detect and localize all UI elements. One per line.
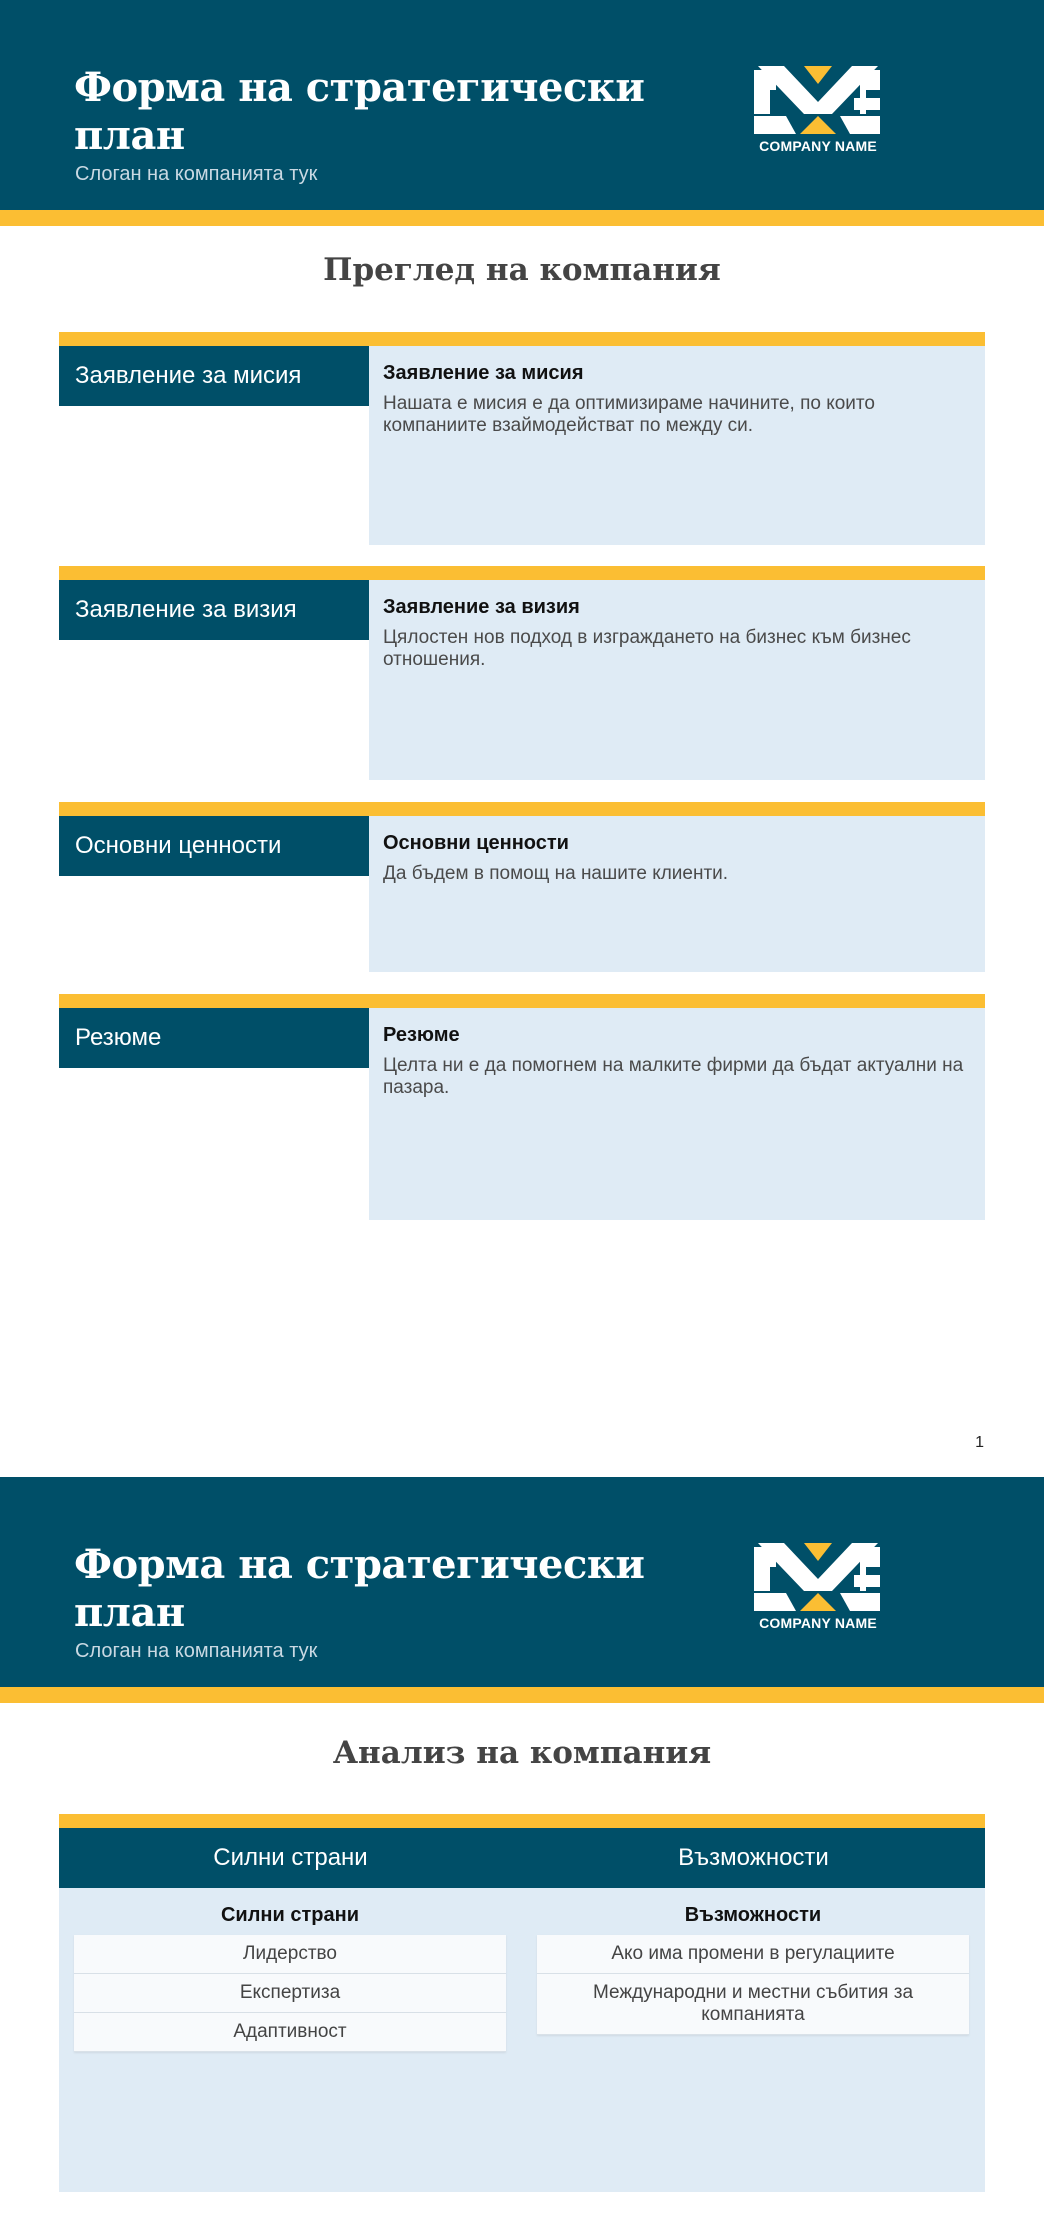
- swot-body: [59, 1888, 985, 2192]
- summary-card: [59, 994, 985, 1220]
- values-card: [59, 802, 985, 972]
- card-accent-bar: [59, 994, 985, 1008]
- document-title: Форма на стратегически план: [74, 64, 645, 159]
- card-accent-bar: [59, 566, 985, 580]
- list-item: Международни и местни събития за компанията: [537, 1974, 969, 2035]
- list-item: Експертиза: [74, 1974, 506, 2013]
- company-logo-icon: [750, 1537, 886, 1637]
- summary-content: [369, 1008, 985, 1220]
- section-title: Преглед на компания: [323, 252, 721, 288]
- values-content: [369, 816, 985, 972]
- header-accent-bar: [0, 210, 1044, 226]
- list-item: Ако има промени в регулациите: [537, 1935, 969, 1974]
- company-logo-icon: [750, 60, 886, 160]
- document-title: Форма на стратегически план: [74, 1541, 645, 1636]
- mission-card: [59, 332, 985, 545]
- section-title: Анализ на компания: [332, 1735, 712, 1771]
- header-accent-bar: [0, 1687, 1044, 1703]
- card-accent-bar: [59, 1814, 985, 1828]
- opportunities-header: Възможности: [678, 1844, 829, 1871]
- strengths-title: Силни страни: [220, 1904, 359, 1926]
- page-header: [0, 0, 1044, 210]
- vision-title: Заявление за визия: [383, 596, 580, 618]
- opportunities-column: [537, 1904, 969, 2035]
- summary-title: Резюме: [383, 1024, 460, 1046]
- strengths-column: [74, 1904, 506, 2052]
- logo-text: COMPANY NAME: [759, 1615, 877, 1631]
- list-item: Лидерство: [74, 1935, 506, 1974]
- vision-text: Цялостен нов подход в изграждането на бизнес към бизнес отношения.: [383, 627, 911, 670]
- values-label: Основни ценности: [59, 816, 369, 876]
- logo-text: COMPANY NAME: [759, 138, 877, 154]
- mission-text: Нашата е мисия е да оптимизираме начините, по които компаниите взаймодействат по между си.: [383, 393, 875, 436]
- card-accent-bar: [59, 802, 985, 816]
- vision-content: [369, 580, 985, 780]
- summary-label: Резюме: [59, 1008, 369, 1068]
- opportunities-title: Възможности: [684, 1904, 822, 1926]
- swot-header: [59, 1828, 985, 1888]
- vision-card: [59, 566, 985, 780]
- mission-content: [369, 346, 985, 545]
- mission-title: Заявление за мисия: [383, 362, 584, 384]
- values-title: Основни ценности: [383, 832, 569, 854]
- company-slogan: Слоган на компанията тук: [75, 163, 318, 185]
- page-header: [0, 1477, 1044, 1687]
- page-number: 1: [975, 1434, 984, 1451]
- vision-label: Заявление за визия: [59, 580, 369, 640]
- list-item: Адаптивност: [74, 2013, 506, 2052]
- card-accent-bar: [59, 332, 985, 346]
- mission-label: Заявление за мисия: [59, 346, 369, 406]
- summary-text: Целта ни е да помогнем на малките фирми да бъдат актуални на пазара.: [383, 1055, 964, 1098]
- swot-table: [59, 1814, 985, 2192]
- company-slogan: Слоган на компанията тук: [75, 1640, 318, 1662]
- values-text: Да бъдем в помощ на нашите клиенти.: [383, 863, 729, 884]
- strengths-header: Силни страни: [213, 1844, 368, 1871]
